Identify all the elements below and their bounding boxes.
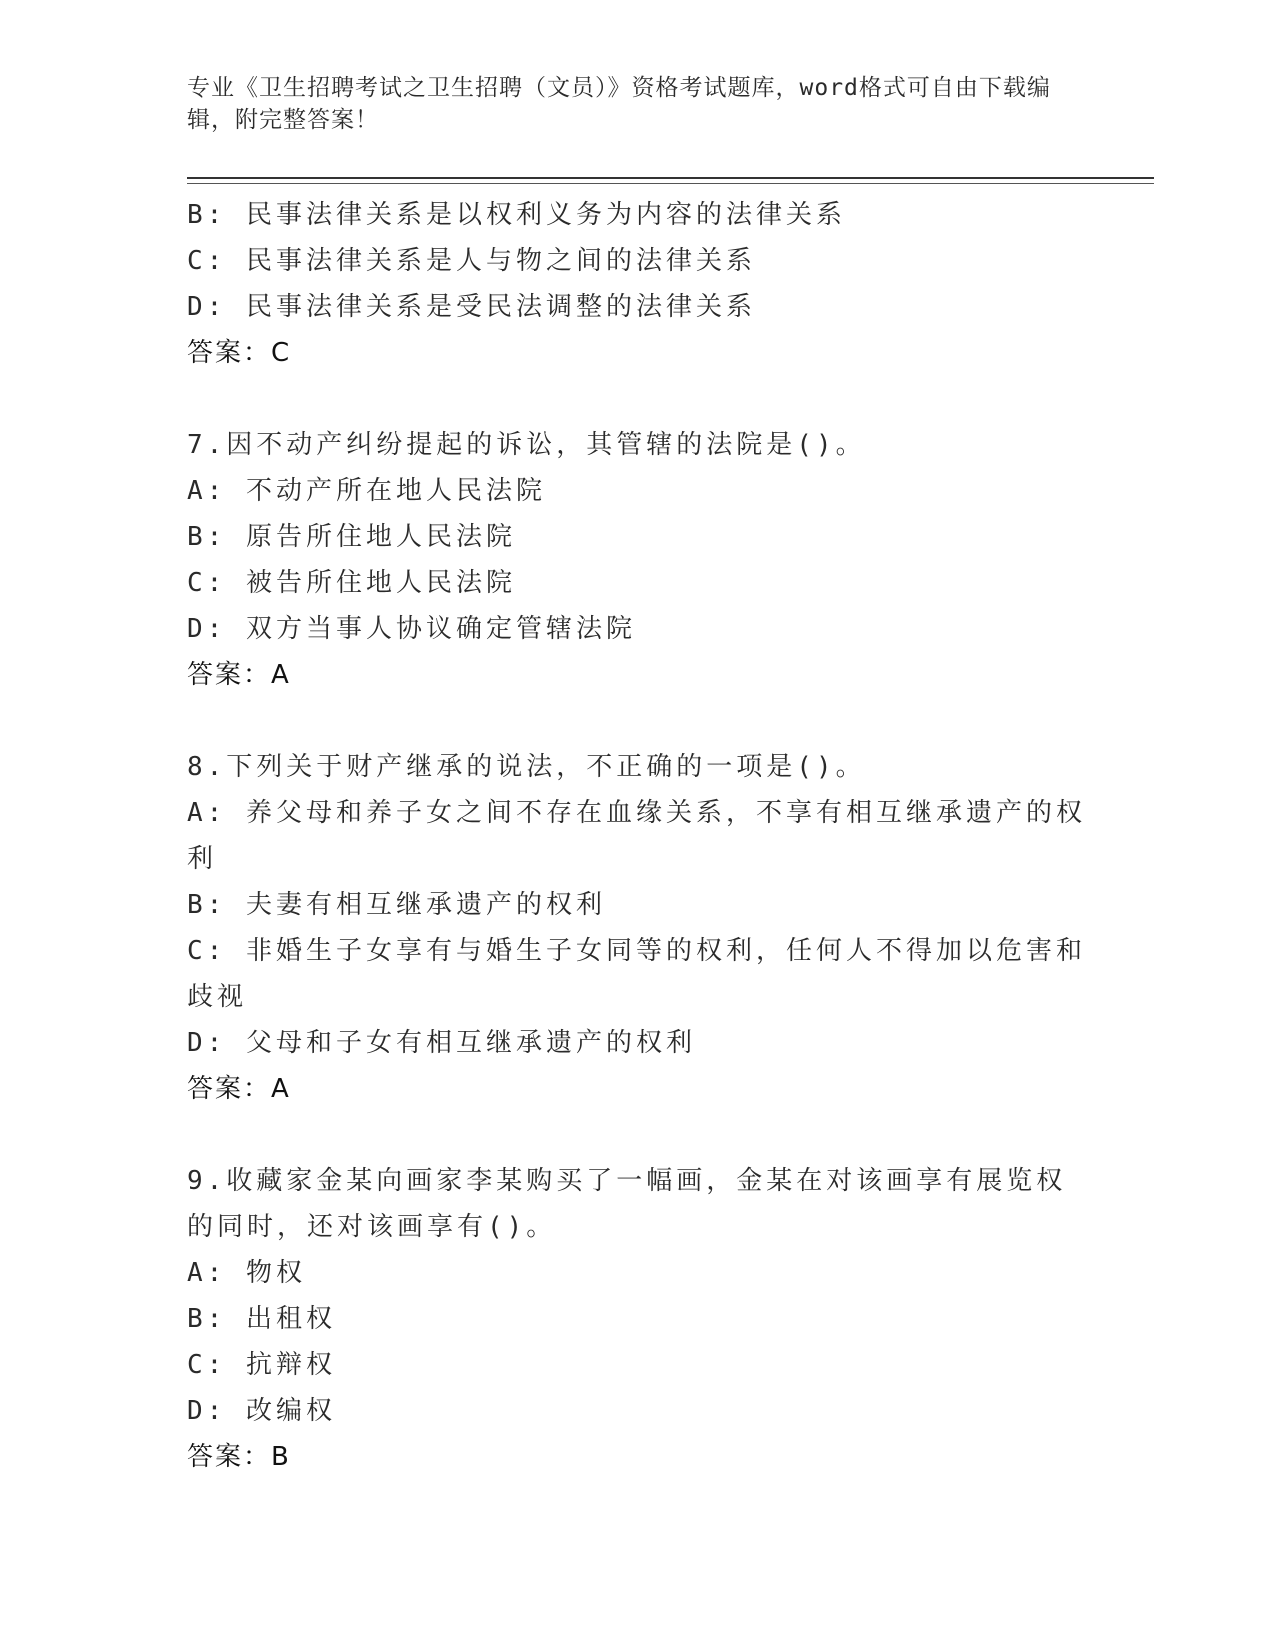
spacer [187,698,1087,744]
q7-option-b: B: 原告所住地人民法院 [187,522,516,552]
q8-option-b: B: 夫妻有相互继承遗产的权利 [187,890,606,920]
document-header: 专业《卫生招聘考试之卫生招聘（文员）》资格考试题库，word格式可自由下载编辑，附完整答案！ [187,75,1051,133]
spacer [187,376,1087,422]
q8-option-c: C: 非婚生子女享有与婚生子女同等的权利，任何人不得加以危害和歧视 [187,936,1086,1012]
q6-option-c: C: 民事法律关系是人与物之间的法律关系 [187,246,756,276]
q9-stem: 9.收藏家金某向画家李某购买了一幅画，金某在对该画享有展览权的同时，还对该画享有()。 [187,1166,1067,1242]
q7-option-c: C: 被告所住地人民法院 [187,568,516,598]
q9-option-b: B: 出租权 [187,1304,336,1334]
q8-stem: 8.下列关于财产继承的说法，不正确的一项是()。 [187,752,866,782]
q7-stem: 7.因不动产纠纷提起的诉讼，其管辖的法院是()。 [187,430,866,460]
q9-option-d: D: 改编权 [187,1396,336,1426]
question-6 [187,192,1087,376]
q7-answer: 答案：A [187,660,291,690]
q9-option-c: C: 抗辩权 [187,1350,336,1380]
q7-option-d: D: 双方当事人协议确定管辖法院 [187,614,636,644]
q7-option-a: A: 不动产所在地人民法院 [187,476,546,506]
header-rule-thin [187,183,1154,184]
question-list [187,192,1087,1480]
question-8 [187,744,1087,1112]
question-9 [187,1158,1087,1480]
spacer [187,1112,1087,1158]
q8-answer: 答案：A [187,1074,291,1104]
q8-option-d: D: 父母和子女有相互继承遗产的权利 [187,1028,696,1058]
question-7 [187,422,1087,698]
q8-option-a: A: 养父母和养子女之间不存在血缘关系，不享有相互继承遗产的权利 [187,798,1086,874]
q9-option-a: A: 物权 [187,1258,306,1288]
q9-answer: 答案：B [187,1442,291,1472]
q6-answer: 答案：C [187,338,292,368]
header-rule-thick [187,177,1154,179]
q6-option-b: B: 民事法律关系是以权利义务为内容的法律关系 [187,200,846,230]
q6-option-d: D: 民事法律关系是受民法调整的法律关系 [187,292,756,322]
